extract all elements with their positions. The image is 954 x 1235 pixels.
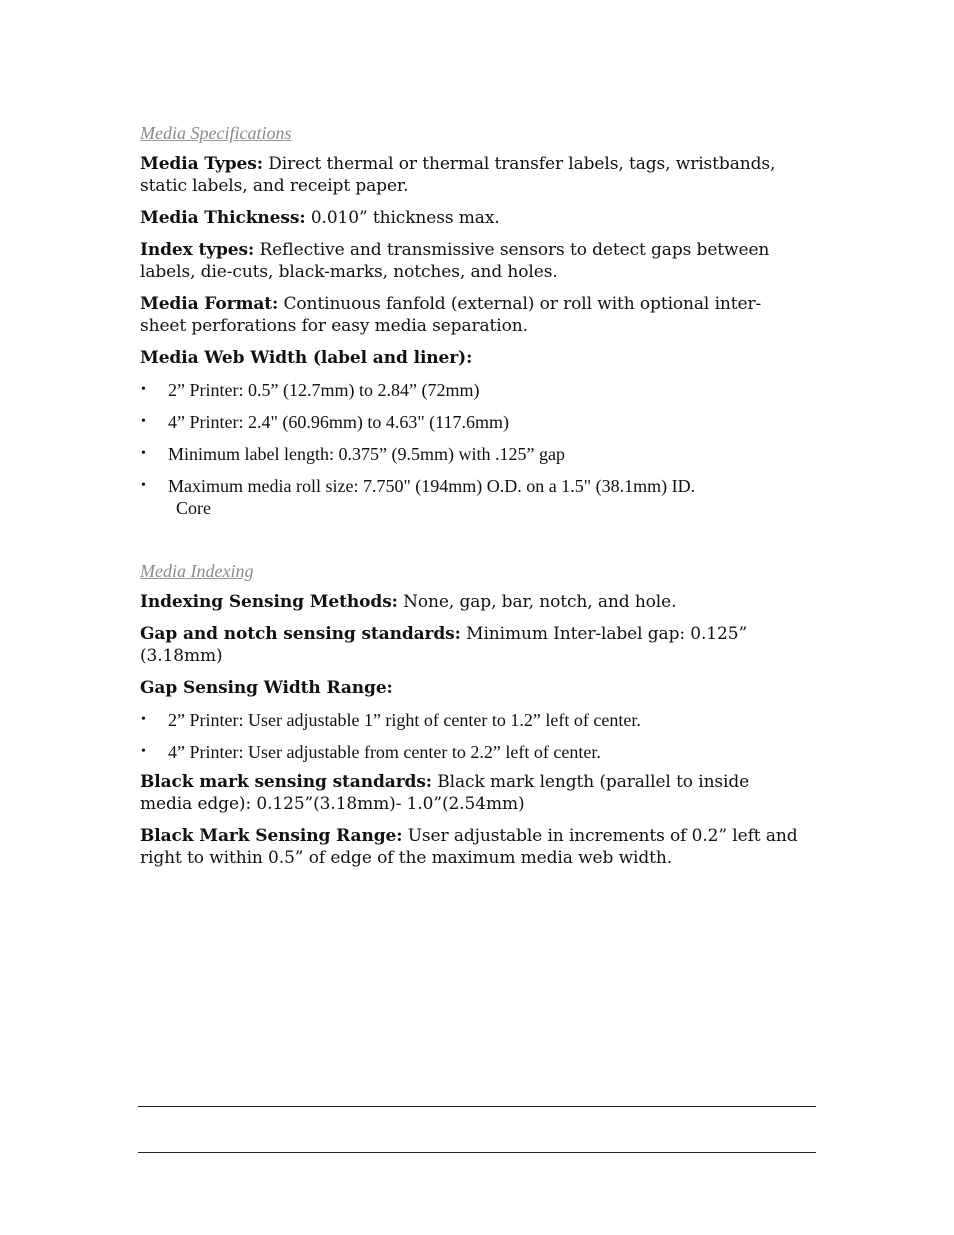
black-mark-range-text: User adjustable in increments of 0.2” left and right to within 0.5” of edge of the maximum media web width. bbox=[140, 826, 798, 868]
indexing-methods-text: None, gap, bar, notch, and hole. bbox=[397, 592, 677, 612]
gap-notch-paragraph bbox=[140, 623, 780, 667]
media-types-text: Direct thermal or thermal transfer labels, tags, wristbands, static labels, and receipt paper. bbox=[140, 154, 776, 196]
list-item bbox=[140, 411, 820, 433]
list-item-continuation: Core bbox=[176, 498, 211, 518]
footer-rule-top bbox=[138, 1106, 816, 1107]
list-item bbox=[140, 709, 820, 731]
web-width-list bbox=[140, 379, 820, 519]
media-types-paragraph bbox=[140, 153, 800, 197]
bullet-icon: • bbox=[141, 744, 146, 759]
bullet-icon: • bbox=[141, 414, 146, 429]
gap-range-list bbox=[140, 709, 820, 763]
gap-range-paragraph bbox=[140, 677, 820, 699]
list-item bbox=[140, 443, 820, 465]
bullet-icon: • bbox=[141, 478, 146, 493]
indexing-methods-paragraph bbox=[140, 591, 820, 613]
web-width-label: Media Web Width (label and liner): bbox=[140, 348, 473, 368]
footer-rule-bottom bbox=[138, 1152, 816, 1153]
bullet-icon: • bbox=[141, 446, 146, 461]
media-types-label: Media Types: bbox=[140, 154, 263, 174]
list-item-text: 2” Printer: User adjustable 1” right of center to 1.2” left of center. bbox=[168, 710, 641, 730]
bullet-icon: • bbox=[141, 382, 146, 397]
media-thickness-paragraph bbox=[140, 207, 820, 229]
list-item bbox=[140, 475, 820, 519]
list-item-text: 2” Printer: 0.5” (12.7mm) to 2.84” (72mm) bbox=[168, 380, 480, 400]
gap-notch-text: Minimum Inter-label gap: 0.125” (3.18mm) bbox=[140, 624, 748, 666]
list-item-text: 4” Printer: User adjustable from center to 2.2” left of center. bbox=[168, 742, 601, 762]
list-item-text: 4” Printer: 2.4" (60.96mm) to 4.63" (117.6mm) bbox=[168, 412, 509, 432]
gap-range-label: Gap Sensing Width Range: bbox=[140, 678, 393, 698]
black-mark-standards-label: Black mark sensing standards: bbox=[140, 772, 432, 792]
media-indexing-heading: Media Indexing bbox=[140, 561, 254, 581]
black-mark-range-paragraph bbox=[140, 825, 810, 869]
indexing-methods-label: Indexing Sensing Methods: bbox=[140, 592, 398, 612]
index-types-label: Index types: bbox=[140, 240, 255, 260]
list-item bbox=[140, 379, 820, 401]
media-specifications-heading: Media Specifications bbox=[140, 123, 292, 143]
document-page bbox=[140, 121, 820, 879]
gap-notch-label: Gap and notch sensing standards: bbox=[140, 624, 461, 644]
index-types-text: Reflective and transmissive sensors to detect gaps between labels, die-cuts, black-marks, notches, and holes. bbox=[140, 240, 770, 282]
bullet-icon: • bbox=[141, 712, 146, 727]
black-mark-standards-text: Black mark length (parallel to inside media edge): 0.125”(3.18mm)- 1.0”(2.54mm) bbox=[140, 772, 750, 814]
black-mark-range-label: Black Mark Sensing Range: bbox=[140, 826, 403, 846]
media-thickness-label: Media Thickness: bbox=[140, 208, 306, 228]
media-format-text: Continuous fanfold (external) or roll with optional inter-sheet perforations for easy media separation. bbox=[140, 294, 762, 336]
black-mark-standards-paragraph bbox=[140, 771, 790, 815]
index-types-paragraph bbox=[140, 239, 790, 283]
media-format-label: Media Format: bbox=[140, 294, 279, 314]
list-item-text: Maximum media roll size: 7.750" (194mm) O.D. on a 1.5" (38.1mm) ID. bbox=[168, 476, 696, 496]
media-format-paragraph bbox=[140, 293, 790, 337]
web-width-paragraph bbox=[140, 347, 820, 369]
section-spacer bbox=[140, 529, 820, 559]
list-item-text: Minimum label length: 0.375” (9.5mm) with .125” gap bbox=[168, 444, 565, 464]
list-item bbox=[140, 741, 820, 763]
media-thickness-text: 0.010” thickness max. bbox=[305, 208, 500, 228]
